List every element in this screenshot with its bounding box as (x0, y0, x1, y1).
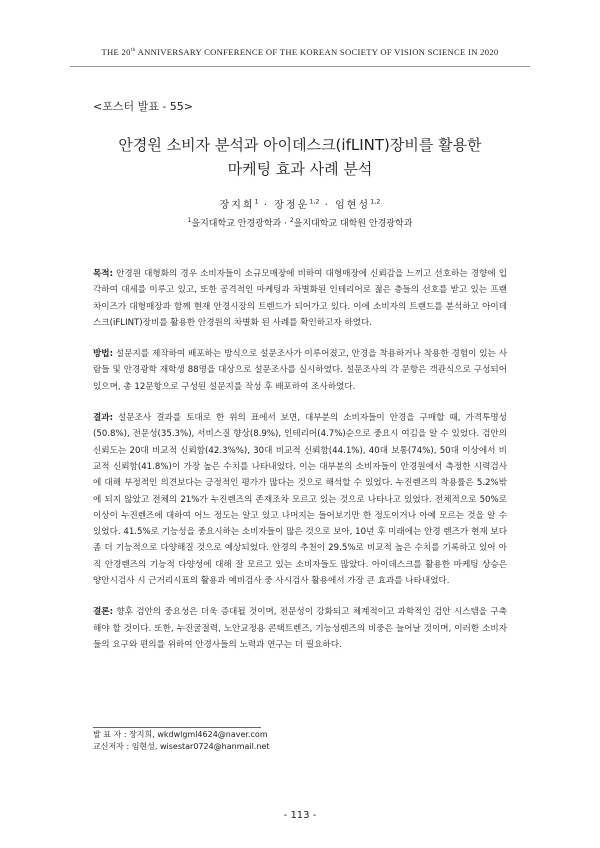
page-number: - 113 - (283, 810, 317, 821)
section-text: 설문조사 결과를 토대로 한 위의 표에서 보면, 대부분의 소비자들이 안경을 구매할 때, 가격투명성(50.8%), 전문성(35.3%), 서비스질 향상(8.9%), 인테리어(4.7%)순으로 중요시 여김을 알 수 있었다. 검안의 신뢰도는 20대 비교적 신뢰함(42.3%%), 30대 비교적 신뢰함(44.1%), 40대 보통(74%), 50대 이상에서 비교적 신뢰함(41.8%)이 가장 높은 수치를 나타내었다. 이는 대부분의 소비자들이 안경원에서 측정한 시력검사에 대해 부정적인 의견보다는 긍정적인 평가가 많다는 것으로 해석할 수 있었다. 누진렌즈의 착용률은 5.2%밖에 되지 않았고 전체의 21%가 누진렌즈의 존재조차 모르고 있는 것으로 나타나고 있었다. 전체적으로 50%로이상이 누진렌즈에 대하여 어느 정도는 알고 있고 나머지는 들어보기만 한 정도이거나 아예 모르는 것을 알 수 있었다. 41.5%로 기능성을 중요시하는 소비자들이 많은 것으로 보아, 10년 후 미래에는 안경 렌즈가 현재 보다 좀 더 기능적으로 다양해질 것으로 예상되었다. 안경의 추천이 29.5%로 비교적 높은 수치를 기록하고 있어 아직 안경렌즈의 기능적 다양성에 대해 잘 모르고 있는 소비자들도 많았다. 아이데스크를 활용한 마케팅 상승은 양안시검사 시 근거리시표의 활용과 예비검사 중 사시검사 활용에서 가장 큰 효과를 나타내었다. (93, 413, 508, 587)
section-text: 설문지를 제작하여 배포하는 방식으로 설문조사가 이루어졌고, 안경을 착용하거나 착용한 경험이 있는 사람들 및 안경광학 재학생 88명을 대상으로 설문조사를 실시하였다. 설문조사의 각 문항은 객관식으로 구성되어 있으며, 총 12문항으로 구성된 설문지를 작성 후 배포하여 조사하였다. (93, 349, 507, 392)
presenter-info: 발 표 자 : 장지희, wkdwlgml4624@naver.com (93, 730, 268, 739)
poster-label: <포스터 발표 - 55> (93, 100, 194, 113)
author-2-affil: 1,2 (309, 197, 320, 206)
author-separator: · (319, 200, 336, 211)
title-line-2: 마케팅 효과 사례 분석 (227, 160, 373, 178)
corresponding-author-info: 교신저자 : 임현성, wisestar0724@hanmail.net (93, 742, 270, 751)
author-list (0, 196, 600, 211)
author-1: 장지희 (219, 200, 255, 211)
affiliations (0, 216, 600, 229)
author-separator: · (258, 200, 275, 211)
method-paragraph (93, 346, 507, 395)
abstract-body (93, 266, 507, 668)
paper-title (0, 133, 600, 181)
affil-marker-2: 2 (289, 217, 294, 224)
conclusion-paragraph (93, 604, 507, 653)
header-divider (70, 66, 530, 67)
conference-header (0, 47, 600, 57)
purpose-paragraph (93, 266, 507, 331)
section-label: 결과: (93, 413, 114, 424)
section-text: 향후 검안의 중요성은 더욱 증대될 것이며, 전문성이 강화되고 체계적이고 과학적인 검안 시스템을 구축해야 할 것이다. 또한, 누진굴절력, 노안교정용 콘택트렌즈, 기능성렌즈의 비중은 늘어날 것이며, 이러한 소비자들의 요구와 편의를 위하여 안경사들의 노력과 연구는 더 필요하다. (93, 607, 507, 650)
result-paragraph (93, 410, 507, 589)
section-label: 목적: (93, 269, 114, 279)
section-text: 안경원 대형화의 경우 소비자들이 소규모매장에 비하여 대형매장에 신뢰감을 느끼고 선호하는 경향에 입각하여 대세를 이루고 있고, 또한 공격적인 마케팅과 차별화된 인테리어로 젊은 층들의 선호를 받고 있는 프랜차이즈가 대형매장과 함께 현재 안경시장의 트렌드가 되어가고 있다. 이에 소비자의 트랜드를 분석하고 아이데스크(iFLINT)장비를 활용한 안경원의 차별화 된 사례를 확인하고자 하였다. (93, 269, 507, 328)
header-text: THE 20 (101, 47, 131, 57)
author-3-affil: 1,2 (370, 197, 381, 206)
author-2: 장정운 (274, 200, 310, 211)
author-3: 임현성 (335, 200, 371, 211)
affiliation-2: 을지대학교 대학원 안경광학과 (293, 219, 413, 229)
footnote-divider (93, 727, 261, 728)
author-1-affil: 1 (254, 197, 259, 206)
section-label: 방법: (93, 349, 114, 360)
affil-marker-1: 1 (187, 217, 192, 224)
footnote (93, 729, 270, 753)
header-superscript: th (130, 47, 136, 54)
section-label: 결론: (93, 607, 114, 618)
title-line-1: 안경원 소비자 분석과 아이데스크(ifLINT)장비를 활용한 (118, 136, 482, 154)
header-text-rest: ANNIVERSARY CONFERENCE OF THE KOREAN SOCIETY OF VISION SCIENCE IN 2020 (135, 47, 499, 57)
affiliation-1: 을지대학교 안경광학과 · (191, 219, 290, 229)
